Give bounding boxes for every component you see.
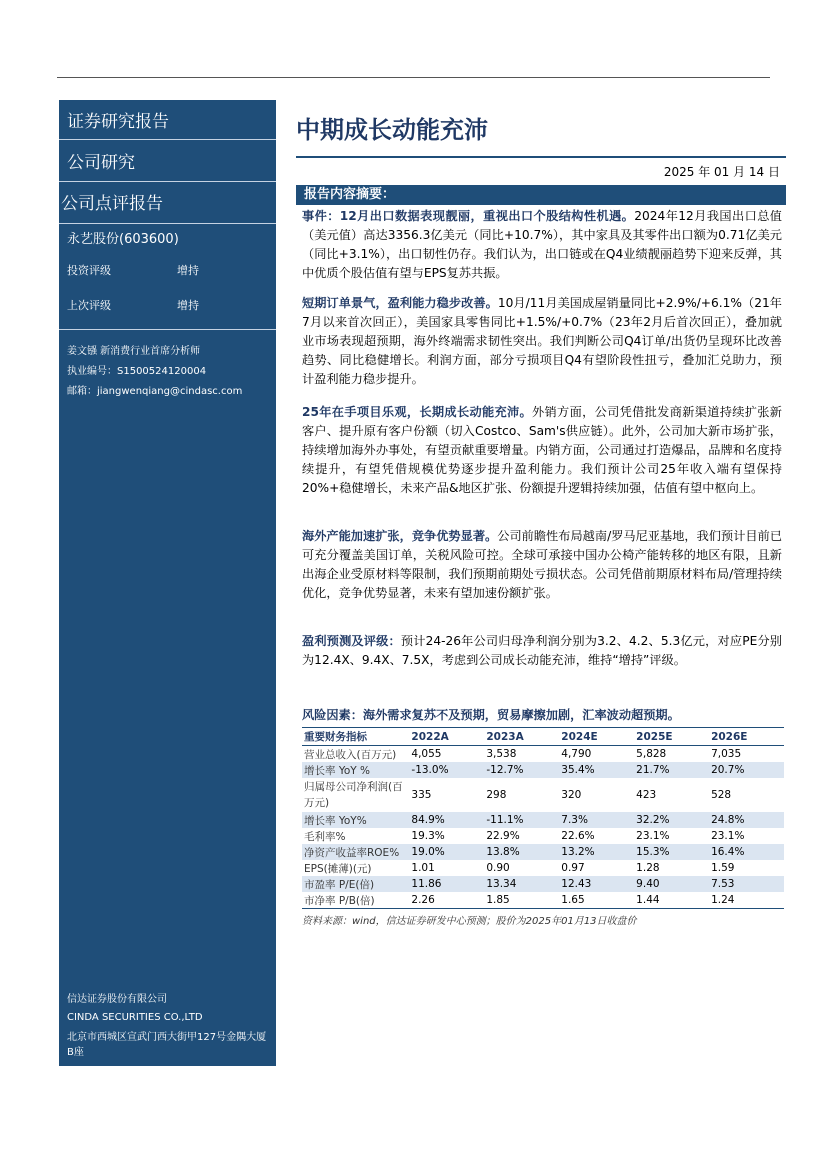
prev-rating-label: 上次评级 <box>67 299 111 312</box>
table-cell: -11.1% <box>484 812 559 828</box>
table-row <box>302 844 784 860</box>
table-cell: 增长率 YoY % <box>302 762 409 778</box>
paragraph-capacity <box>302 527 782 603</box>
report-type: 证券研究报告 <box>59 100 276 140</box>
paragraph-lead: 短期订单景气，盈利能力稳步改善。 <box>302 296 498 310</box>
table-row <box>302 778 784 812</box>
table-cell: 0.97 <box>561 862 585 874</box>
table-cell: 20.7% <box>709 762 784 778</box>
table-cell: 毛利率% <box>304 830 346 843</box>
sidebar <box>59 100 276 1066</box>
paragraph-forecast <box>302 632 782 670</box>
table-cell: 1.44 <box>634 892 709 909</box>
email: 邮箱：jiangwenqiang@cindasc.com <box>67 386 243 397</box>
table-cell: 1.28 <box>636 862 660 874</box>
address: 北京市西城区宣武门西大街甲127号金隅大厦B座 <box>67 1032 267 1058</box>
table-cell: 13.2% <box>559 844 634 860</box>
paragraph-lead: 事件：12月出口数据表现靓丽，重视出口个股结构性机遇。 <box>302 209 635 223</box>
company-name: 永艺股份(603600) <box>67 232 179 247</box>
table-header-cell: 2023A <box>484 728 559 746</box>
table-cell: 423 <box>636 789 657 801</box>
table-cell: 1.24 <box>709 892 784 909</box>
table-cell: 35.4% <box>559 762 634 778</box>
paragraph-risk <box>302 706 782 725</box>
firm-en: CINDA SECURITIES CO.,LTD <box>67 1012 203 1023</box>
table-cell: 1.85 <box>484 892 559 909</box>
table-cell: 9.40 <box>634 876 709 892</box>
rating-value: 增持 <box>177 264 199 277</box>
table-cell: 528 <box>711 789 732 801</box>
table-cell: 2.26 <box>409 892 484 909</box>
rating-row <box>67 262 199 278</box>
table-cell: 23.1% <box>711 830 745 842</box>
table-row <box>302 892 784 909</box>
table-cell: 7.3% <box>559 812 634 828</box>
table-header-cell: 重要财务指标 <box>302 728 409 746</box>
table-header-cell: 2025E <box>634 728 709 746</box>
table-cell: 19.0% <box>409 844 484 860</box>
page-title: 中期成长动能充沛 <box>296 115 488 144</box>
table-cell: 21.7% <box>634 762 709 778</box>
subcategory: 公司点评报告 <box>59 184 276 224</box>
financial-table <box>302 727 784 909</box>
paragraph-lead: 风险因素：海外需求复苏不及预期，贸易摩擦加剧，汇率波动超预期。 <box>302 708 680 722</box>
summary-header: 报告内容摘要： <box>296 185 786 205</box>
table-cell: 1.65 <box>559 892 634 909</box>
table-cell: 19.3% <box>411 830 445 842</box>
paragraph-body: 10月/11月美国成屋销量同比+2.9%/+6.1%（21年7月以来首次回正），美国家具零售同比+1.5%/+0.7%（23年2月后首次回正），叠加就业市场表现超预期，海外终端需求韧性突出。我们判断公司Q4订单/出货仍呈现环比改善趋势、同比稳健增长。利润方面，部分亏损项目Q4有望阶段性扭亏，叠加汇兑助力，预计盈利能力稳步提升。 <box>302 296 782 386</box>
table-cell: 市净率 P/B(倍) <box>302 892 409 909</box>
paragraph-event <box>302 207 782 283</box>
table-row <box>302 762 784 778</box>
table-cell: 增长率 YoY% <box>302 812 409 828</box>
table-cell: 营业总收入(百万元) <box>304 748 397 761</box>
table-cell: 12.43 <box>559 876 634 892</box>
table-cell: 32.2% <box>634 812 709 828</box>
table-cell: 4,790 <box>561 748 592 760</box>
paragraph-lead: 海外产能加速扩张，竞争优势显著。 <box>302 529 498 543</box>
prev-rating-row <box>67 297 199 313</box>
report-date: 2025 年 01 月 14 日 <box>663 165 780 179</box>
paragraph-lead: 25年在手项目乐观，长期成长动能充沛。 <box>302 405 533 419</box>
top-rule <box>57 77 770 78</box>
table-cell: 24.8% <box>709 812 784 828</box>
paragraph-body: 公司前瞻性布局越南/罗马尼亚基地，我们预计目前已可充分覆盖美国订单，关税风险可控。全球可承接中国办公椅产能转移的地区有限，且新出海企业受原材料等限制，我们预期前期处亏损状态。公司凭借前期原材料布局/管理持续优化，竞争优势显著，未来有望加速份额扩张。 <box>302 529 783 600</box>
paragraph-body: 预计24-26年公司归母净利润分别为3.2、4.2、5.3亿元，对应PE分别为12.4X、9.4X、7.5X，考虑到公司成长动能充沛，维持“增持”评级。 <box>302 634 782 667</box>
table-cell: 0.90 <box>486 862 510 874</box>
table-cell: -12.7% <box>484 762 559 778</box>
table-cell: 16.4% <box>709 844 784 860</box>
table-header-cell: 2022A <box>409 728 484 746</box>
table-cell: 4,055 <box>411 748 442 760</box>
table-cell: EPS(摊薄)(元) <box>304 862 372 875</box>
table-row <box>302 812 784 828</box>
table-cell: 22.6% <box>561 830 595 842</box>
table-cell: 335 <box>411 789 432 801</box>
table-cell: 23.1% <box>636 830 670 842</box>
table-row <box>302 876 784 892</box>
table-row <box>302 746 784 763</box>
table-cell: 7,035 <box>711 748 742 760</box>
table-cell: 1.59 <box>711 862 735 874</box>
table-cell: 15.3% <box>634 844 709 860</box>
table-cell: 归属母公司净利润(百万元) <box>304 781 403 809</box>
table-source: 资料来源：wind，信达证券研发中心预测；股价为2025年01月13日收盘价 <box>302 916 637 927</box>
table-cell: 320 <box>561 789 582 801</box>
paragraph-orders <box>302 294 782 389</box>
rating-label: 投资评级 <box>67 264 111 277</box>
table-cell: 13.8% <box>484 844 559 860</box>
paragraph-body: 2024年12月我国出口总值（美元值）高达3356.3亿美元（同比+10.7%），其中家具及其零件出口额为0.71亿美元（同比+3.1%），出口韧性仍存。我们认为，出口链或在Q4业绩靓丽趋势下迎来反弹，其中优质个股估值有望与EPS复苏共振。 <box>302 209 782 280</box>
table-header-cell: 2026E <box>709 728 784 746</box>
table-row <box>302 828 784 844</box>
table-cell: -13.0% <box>409 762 484 778</box>
table-row <box>302 860 784 876</box>
table-cell: 7.53 <box>709 876 784 892</box>
table-header-row <box>302 728 784 746</box>
table-cell: 5,828 <box>636 748 667 760</box>
table-cell: 11.86 <box>409 876 484 892</box>
license: 执业编号：S1500524120004 <box>67 366 207 377</box>
firm-cn: 信达证券股份有限公司 <box>67 994 167 1005</box>
paragraph-body: 外销方面，公司凭借批发商新渠道持续扩张新客户、提升原有客户份额（切入Costco、Sam's供应链）。此外，公司加大新市场扩张，持续增加海外办事处，有望贡献重要增量。内销方面，公司通过打造爆品，品牌和名度持续提升，有望凭借规模优势逐步提升盈利能力。我们预计公司25年收入端有望保持20%+稳健增长，未来产品&地区扩张、份额提升逻辑持续加强，估值有望中枢向上。 <box>302 405 782 495</box>
paragraph-lead: 盈利预测及评级： <box>302 634 401 648</box>
table-cell: 84.9% <box>409 812 484 828</box>
category: 公司研究 <box>59 142 276 182</box>
paragraph-growth <box>302 403 782 498</box>
table-header-cell: 2024E <box>559 728 634 746</box>
table-cell: 市盈率 P/E(倍) <box>302 876 409 892</box>
title-rule <box>296 156 786 158</box>
table-cell: 13.34 <box>484 876 559 892</box>
table-cell: 净资产收益率ROE% <box>302 844 409 860</box>
table-cell: 1.01 <box>411 862 435 874</box>
prev-rating-value: 增持 <box>177 299 199 312</box>
table-cell: 298 <box>486 789 507 801</box>
table-cell: 3,538 <box>486 748 517 760</box>
table-cell: 22.9% <box>486 830 520 842</box>
analyst: 姜文镪 新消费行业首席分析师 <box>67 346 201 357</box>
sidebar-divider <box>59 329 276 330</box>
